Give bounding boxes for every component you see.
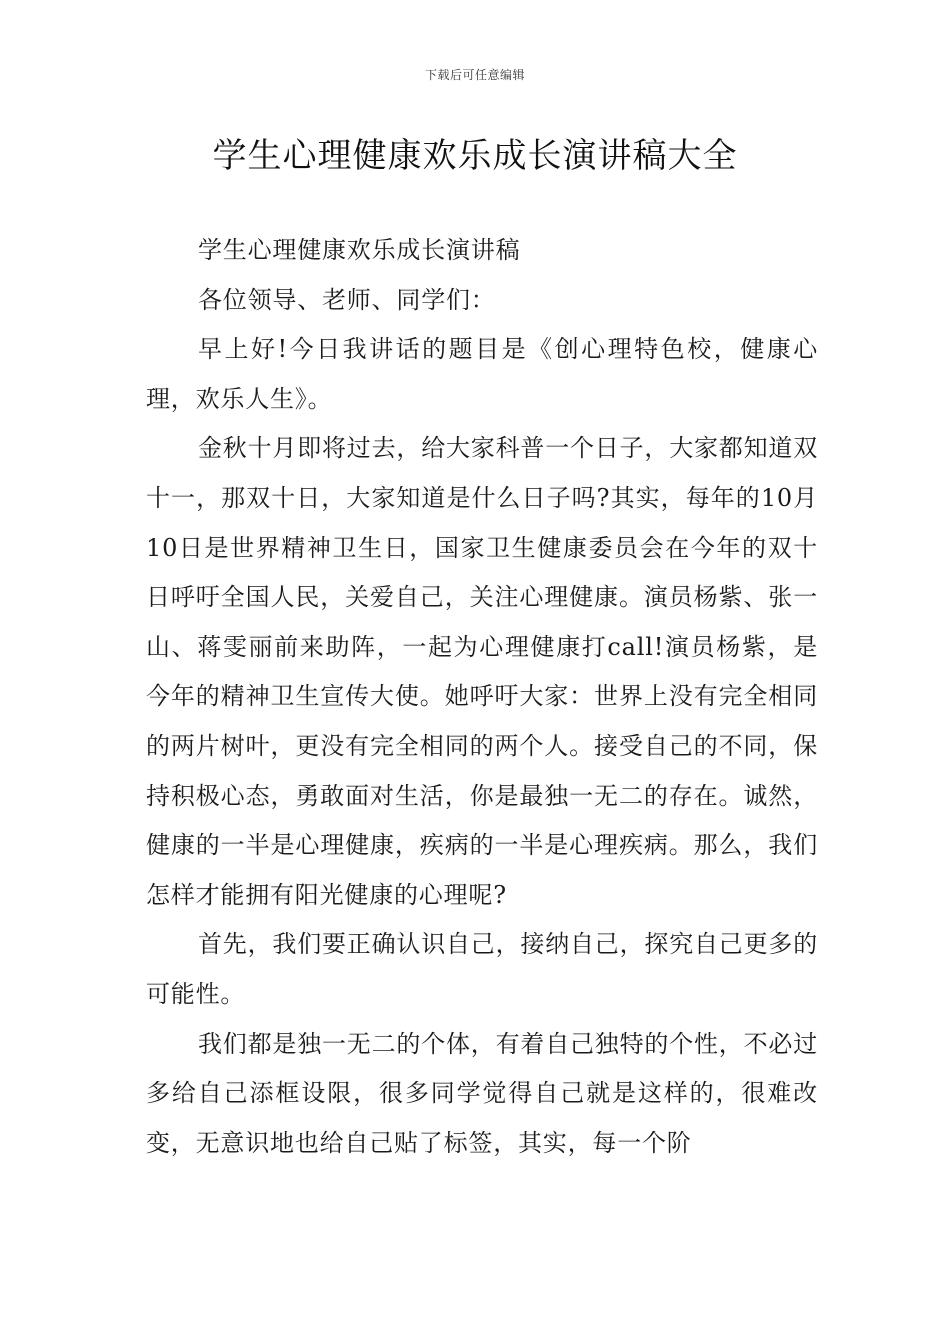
paragraph-first-point: 首先，我们要正确认识自己，接纳自己，探究自己更多的可能性。 bbox=[146, 930, 818, 1008]
paragraph-greeting: 各位领导、老师、同学们： bbox=[198, 285, 496, 314]
paragraph-mental-health-day: 金秋十月即将过去，给大家科普一个日子，大家都知道双十一，那双十日，大家知道是什么日子吗?其实，每年的10月10日是世界精神卫生日，国家卫生健康委员会在今年的双十日呼吁全国人民，关爱自己，关注心理健康。演员杨紫、张一山、蒋雯丽前来助阵，一起为心理健康打call!演员杨紫，是今年的精神卫生宣传大使。她呼吁大家：世界上没有完全相同的两片树叶，更没有完全相同的两个人。接受自己的不同，保持积极心态，勇敢面对生活，你是最独一无二的存在。诚然，健康的一半是心理健康，疾病的一半是心理疾病。那么，我们怎样才能拥有阳光健康的心理呢? bbox=[146, 434, 818, 909]
header-note: 下载后可任意编辑 bbox=[424, 68, 525, 82]
document-title: 学生心理健康欢乐成长演讲稿大全 bbox=[212, 136, 738, 176]
paragraph-opening: 早上好!今日我讲话的题目是《创心理特色校，健康心理，欢乐人生》。 bbox=[146, 335, 818, 413]
paragraph-subtitle: 学生心理健康欢乐成长演讲稿 bbox=[198, 236, 521, 264]
document-body bbox=[146, 226, 818, 1168]
paragraph-unique-individual: 我们都是独一无二的个体，有着自己独特的个性，不必过多给自己添框设限，很多同学觉得自己就是这样的，很难改变，无意识地也给自己贴了标签，其实，每一个阶 bbox=[146, 1029, 818, 1157]
